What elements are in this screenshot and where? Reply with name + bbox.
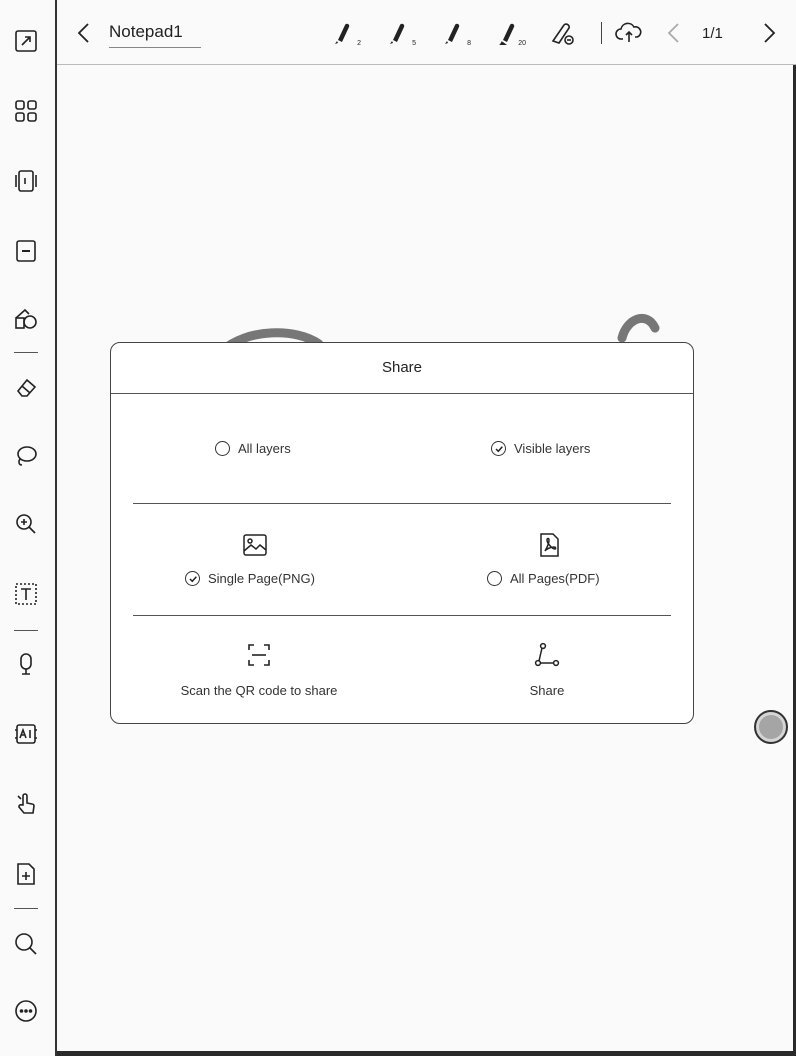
share-icon[interactable] [533, 641, 561, 669]
ai-icon[interactable] [10, 718, 42, 750]
page-icon[interactable] [10, 235, 42, 267]
pen-size-label: 2 [357, 40, 361, 47]
image-icon [241, 531, 269, 559]
text-box-icon[interactable] [10, 578, 42, 610]
pen-size-label: 5 [412, 40, 416, 47]
page-counter: 1/1 [702, 25, 723, 42]
next-page-icon[interactable] [754, 18, 784, 48]
visible-layers-label: Visible layers [514, 441, 591, 456]
touch-icon[interactable] [10, 788, 42, 820]
previous-page-icon[interactable] [659, 18, 689, 48]
notebook-title[interactable]: Notepad1 [109, 22, 201, 48]
pen-2-button[interactable] [327, 18, 361, 48]
dialog-title: Share [111, 343, 693, 394]
share-dialog [110, 342, 694, 724]
pdf-icon [535, 531, 563, 559]
divider [133, 503, 671, 504]
lasso-icon[interactable] [10, 440, 42, 472]
all-layers-option[interactable] [215, 441, 291, 456]
eraser-icon[interactable] [10, 372, 42, 404]
pen-size-label: 20 [518, 40, 526, 47]
layout-icon[interactable] [10, 25, 42, 57]
single-page-png-option[interactable] [185, 571, 315, 586]
divider [133, 615, 671, 616]
all-pages-pdf-option[interactable] [487, 571, 600, 586]
share-label[interactable]: Share [529, 683, 565, 698]
floating-toolbar-button[interactable] [754, 710, 788, 744]
radio-checked-icon [491, 441, 506, 456]
shapes-icon[interactable] [10, 303, 42, 335]
radio-checked-icon [185, 571, 200, 586]
all-pages-pdf-label: All Pages(PDF) [510, 571, 600, 586]
zoom-in-icon[interactable] [10, 508, 42, 540]
pen-20-button[interactable] [492, 18, 526, 48]
single-page-png-label: Single Page(PNG) [208, 571, 315, 586]
pen-8-button[interactable] [437, 18, 471, 48]
left-toolbar [0, 0, 57, 1056]
back-icon[interactable] [69, 18, 99, 48]
radio-unchecked-icon [215, 441, 230, 456]
grid-icon[interactable] [10, 95, 42, 127]
more-icon[interactable] [10, 995, 42, 1027]
add-page-icon[interactable] [10, 858, 42, 890]
cloud-sync-icon[interactable] [614, 18, 644, 48]
recording-icon[interactable] [10, 648, 42, 680]
all-layers-label: All layers [238, 441, 291, 456]
pen-5-button[interactable] [382, 18, 416, 48]
radio-unchecked-icon [487, 571, 502, 586]
visible-layers-option[interactable] [491, 441, 590, 456]
top-toolbar [57, 0, 796, 65]
scan-qr-label[interactable]: Scan the QR code to share [180, 683, 338, 698]
template-icon[interactable] [10, 165, 42, 197]
eraser-pen-icon[interactable] [547, 18, 577, 48]
pen-size-label: 8 [467, 40, 471, 47]
search-icon[interactable] [10, 928, 42, 960]
qr-scan-icon[interactable] [245, 641, 273, 669]
